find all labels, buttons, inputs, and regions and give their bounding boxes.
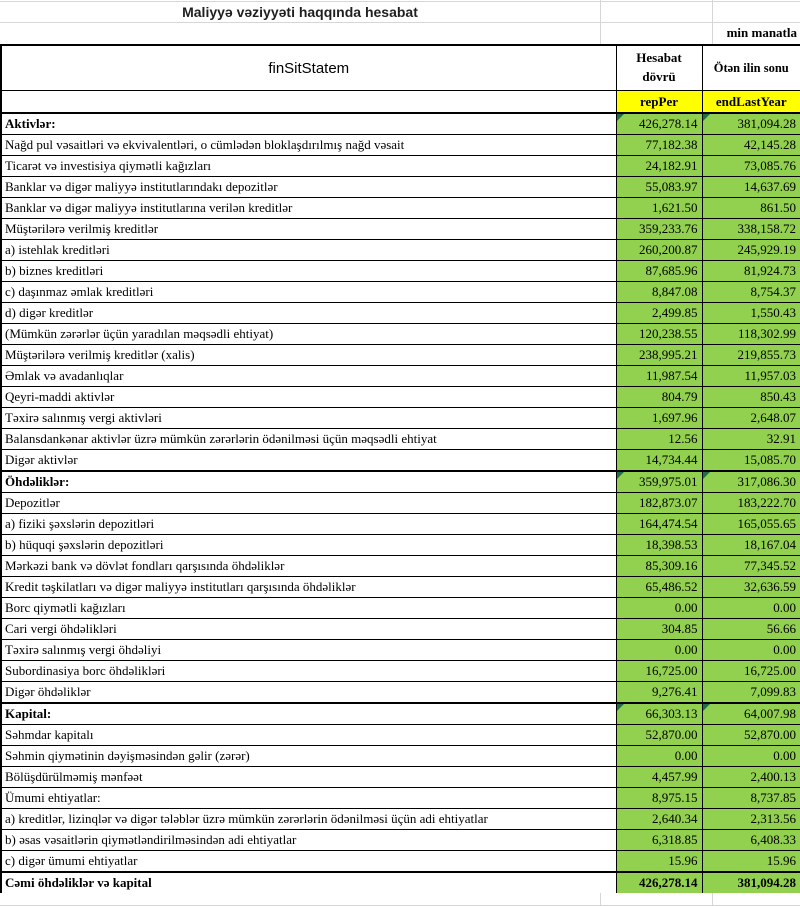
row-label[interactable]: Bölüşdürülməmiş mənfəət [1,767,616,788]
header-finsitstatem[interactable]: finSitStatem [1,45,616,91]
cell-endlastyear-value[interactable]: 6,408.33 [702,830,800,851]
cell-endlastyear-value[interactable]: 16,725.00 [702,661,800,682]
cell-repper-value[interactable]: 6,318.85 [616,830,702,851]
formula-marker-icon [703,472,710,479]
row-label[interactable]: Aktivlər: [1,113,616,135]
row-label[interactable]: Təxirə salınmış vergi aktivləri [1,408,616,429]
row-label[interactable]: Əmlak və avadanlıqlar [1,366,616,387]
cell-repper-value[interactable]: 164,474.54 [616,514,702,535]
row-label[interactable]: Cari vergi öhdəlikləri [1,619,616,640]
cell-repper-value[interactable]: 0.00 [616,640,702,661]
table-row [1,661,800,682]
table-row [1,493,800,514]
cell-endlastyear-value[interactable]: 77,345.52 [702,556,800,577]
code-repper[interactable]: repPer [616,91,702,114]
cell-repper-value[interactable]: 14,734.44 [616,450,702,472]
table-row [1,725,800,746]
cell-endlastyear-value[interactable]: 219,855.73 [702,345,800,366]
cell-repper-value[interactable]: 16,725.00 [616,661,702,682]
table-row [1,282,800,303]
cell-endlastyear-value[interactable]: 245,929.19 [702,240,800,261]
row-label[interactable]: d) digər kreditlər [1,303,616,324]
cell-repper-value[interactable]: 87,685.96 [616,261,702,282]
row-label[interactable]: Səhmin qiymətinin dəyişməsindən gəlir (zərər) [1,746,616,767]
table-row [1,640,800,661]
cell-repper-value[interactable]: 120,238.55 [616,324,702,345]
table-row [1,872,800,894]
table-row [1,746,800,767]
row-label[interactable]: c) digər ümumi ehtiyatlar [1,851,616,873]
bottom-strip [0,893,800,906]
cell-repper-value[interactable]: 4,457.99 [616,767,702,788]
row-label[interactable]: c) daşınmaz əmlak kreditləri [1,282,616,303]
row-label[interactable]: Banklar və digər maliyyə institutlarına verilən kreditlər [1,198,616,219]
table-row [1,387,800,408]
header-row [1,45,800,91]
row-label[interactable]: Qeyri-maddi aktivlər [1,387,616,408]
cell-endlastyear-value[interactable]: 861.50 [702,198,800,219]
row-label[interactable]: Balansdankənar aktivlər üzrə mümkün zərərlərin ödənilməsi üçün məqsədli ehtiyat [1,429,616,450]
formula-marker-icon [617,114,624,121]
header-reporting-period[interactable]: Hesabat dövrü [616,45,702,91]
table-row [1,682,800,704]
cell-endlastyear-value[interactable]: 8,754.37 [702,282,800,303]
table-row [1,408,800,429]
cell-endlastyear-value[interactable]: 0.00 [702,640,800,661]
row-label[interactable]: Depozitlər [1,493,616,514]
cell-repper-value[interactable]: 0.00 [616,598,702,619]
cell-endlastyear-value[interactable]: 15.96 [702,851,800,873]
cell-endlastyear-value[interactable]: 32.91 [702,429,800,450]
cell-repper-value[interactable]: 11,987.54 [616,366,702,387]
table-row [1,219,800,240]
row-label[interactable]: Kapital: [1,703,616,725]
table-row [1,261,800,282]
cell-repper-value[interactable]: 359,975.01 [616,471,702,493]
cell-repper-value[interactable]: 9,276.41 [616,682,702,704]
cell-endlastyear-value[interactable]: 42,145.28 [702,135,800,156]
formula-marker-icon [617,704,624,711]
table-row [1,135,800,156]
table-row [1,471,800,493]
table-row [1,324,800,345]
cell-endlastyear-value[interactable]: 381,094.28 [702,113,800,135]
cell-repper-value[interactable]: 8,847.08 [616,282,702,303]
cell-repper-value[interactable]: 8,975.15 [616,788,702,809]
table-row [1,156,800,177]
cell-endlastyear-value[interactable]: 1,550.43 [702,303,800,324]
cell-repper-value[interactable]: 55,083.97 [616,177,702,198]
cell-endlastyear-value[interactable]: 338,158.72 [702,219,800,240]
cell-endlastyear-value[interactable]: 2,648.07 [702,408,800,429]
cell-repper-value[interactable]: 52,870.00 [616,725,702,746]
row-label[interactable]: Kredit təşkilatları və digər maliyyə institutları qarşısında öhdəliklər [1,577,616,598]
cell-endlastyear-value[interactable]: 56.66 [702,619,800,640]
row-label[interactable]: (Mümkün zərərlər üçün yaradılan məqsədli ehtiyat) [1,324,616,345]
cell-repper-value[interactable]: 1,697.96 [616,408,702,429]
table-row [1,113,800,135]
row-label[interactable]: Nağd pul vəsaitləri və ekvivalentləri, o cümlədən bloklaşdırılmış nağd vəsait [1,135,616,156]
table-row [1,830,800,851]
cell-repper-value[interactable]: 182,873.07 [616,493,702,514]
cell-endlastyear-value[interactable]: 7,099.83 [702,682,800,704]
table-row [1,809,800,830]
row-label[interactable]: Ticarət və investisiya qiymətli kağızları [1,156,616,177]
table-row [1,767,800,788]
table-row [1,429,800,450]
cell-repper-value[interactable]: 2,640.34 [616,809,702,830]
formula-marker-icon [703,114,710,121]
table-row [1,303,800,324]
cell-repper-value[interactable]: 2,499.85 [616,303,702,324]
row-label[interactable]: b) biznes kreditləri [1,261,616,282]
row-label[interactable]: a) istehlak kreditləri [1,240,616,261]
cell-endlastyear-value[interactable]: 850.43 [702,387,800,408]
cell-endlastyear-value[interactable]: 317,086.30 [702,471,800,493]
row-label[interactable]: Digər öhdəliklər [1,682,616,704]
row-label[interactable]: Müştərilərə verilmiş kreditlər (xalis) [1,345,616,366]
cell-repper-value[interactable]: 65,486.52 [616,577,702,598]
row-label[interactable]: Təxirə salınmış vergi öhdəliyi [1,640,616,661]
cell-repper-value[interactable]: 260,200.87 [616,240,702,261]
cell-endlastyear-value[interactable]: 81,924.73 [702,261,800,282]
cell-repper-value[interactable]: 12.56 [616,429,702,450]
row-label[interactable]: Subordinasiya borc öhdəlikləri [1,661,616,682]
row-label[interactable]: Mərkəzi bank və dövlət fondları qarşısında öhdəliklər [1,556,616,577]
table-row [1,177,800,198]
financial-position-table [0,44,800,895]
cell-repper-value[interactable]: 18,398.53 [616,535,702,556]
row-label[interactable]: a) kreditlər, lizinqlər və digər tələblər üzrə mümkün zərərlərin ödənilməsi üçün adi ehtiyatlar [1,809,616,830]
finstat-body [1,113,800,894]
row-label[interactable]: b) əsas vəsaitlərin qiymətləndirilməsindən adi ehtiyatlar [1,830,616,851]
cell-endlastyear-value[interactable]: 52,870.00 [702,725,800,746]
table-row [1,535,800,556]
row-label[interactable]: Səhmdar kapitalı [1,725,616,746]
cell-endlastyear-value[interactable]: 14,637.69 [702,177,800,198]
cell-repper-value[interactable]: 426,278.14 [616,872,702,894]
table-row [1,577,800,598]
cell-repper-value[interactable]: 426,278.14 [616,113,702,135]
cell-endlastyear-value[interactable]: 0.00 [702,598,800,619]
unit-note[interactable]: min manatla [726,25,797,40]
cell-repper-value[interactable]: 77,182.38 [616,135,702,156]
table-row [1,345,800,366]
header-end-last-year[interactable]: Ötən ilin sonu [702,45,800,91]
cell-endlastyear-value[interactable]: 11,957.03 [702,366,800,387]
cell-endlastyear-value[interactable]: 2,400.13 [702,767,800,788]
table-row [1,240,800,261]
cell-endlastyear-value[interactable]: 64,007.98 [702,703,800,725]
cell-repper-value[interactable]: 804.79 [616,387,702,408]
cell-repper-value[interactable]: 238,995.21 [616,345,702,366]
table-row [1,598,800,619]
cell-endlastyear-value[interactable]: 165,055.65 [702,514,800,535]
cell-endlastyear-value[interactable]: 381,094.28 [702,872,800,894]
top-strip [0,0,800,44]
row-label[interactable]: a) fiziki şəxslərin depozitləri [1,514,616,535]
cell-repper-value[interactable]: 359,233.76 [616,219,702,240]
table-row [1,198,800,219]
code-endlastyear[interactable]: endLastYear [702,91,800,114]
cell-endlastyear-value[interactable]: 18,167.04 [702,535,800,556]
row-label[interactable]: b) hüquqi şəxslərin depozitləri [1,535,616,556]
formula-marker-icon [617,472,624,479]
cell-endlastyear-value[interactable]: 0.00 [702,746,800,767]
table-row [1,619,800,640]
formula-marker-icon [703,704,710,711]
page-title[interactable]: Maliyyə vəziyyəti haqqında hesabat [182,4,418,20]
row-label[interactable]: Öhdəliklər: [1,471,616,493]
cell-endlastyear-value[interactable]: 15,085.70 [702,450,800,472]
row-label[interactable]: Borc qiymətli kağızları [1,598,616,619]
cell-repper-value[interactable]: 15.96 [616,851,702,873]
cell-endlastyear-value[interactable]: 183,222.70 [702,493,800,514]
row-label[interactable]: Müştərilərə verilmiş kreditlər [1,219,616,240]
row-label[interactable]: Banklar və digər maliyyə institutlarındakı depozitlər [1,177,616,198]
cell-endlastyear-value[interactable]: 8,737.85 [702,788,800,809]
row-label[interactable]: Digər aktivlər [1,450,616,472]
table-row [1,788,800,809]
cell-endlastyear-value[interactable]: 32,636.59 [702,577,800,598]
cell-repper-value[interactable]: 304.85 [616,619,702,640]
row-label[interactable]: Ümumi ehtiyatlar: [1,788,616,809]
gridline [0,22,800,23]
table-row [1,450,800,472]
gridline [600,0,601,44]
code-row [1,91,800,114]
cell-endlastyear-value[interactable]: 118,302.99 [702,324,800,345]
empty-cell[interactable] [1,91,616,114]
cell-repper-value[interactable]: 0.00 [616,746,702,767]
table-row [1,703,800,725]
table-row [1,514,800,535]
cell-repper-value[interactable]: 66,303.13 [616,703,702,725]
cell-repper-value[interactable]: 24,182.91 [616,156,702,177]
cell-endlastyear-value[interactable]: 2,313.56 [702,809,800,830]
table-row [1,556,800,577]
table-row [1,366,800,387]
cell-endlastyear-value[interactable]: 73,085.76 [702,156,800,177]
table-row [1,851,800,873]
cell-repper-value[interactable]: 1,621.50 [616,198,702,219]
cell-repper-value[interactable]: 85,309.16 [616,556,702,577]
row-label[interactable]: Cəmi öhdəliklər və kapital [1,872,616,894]
